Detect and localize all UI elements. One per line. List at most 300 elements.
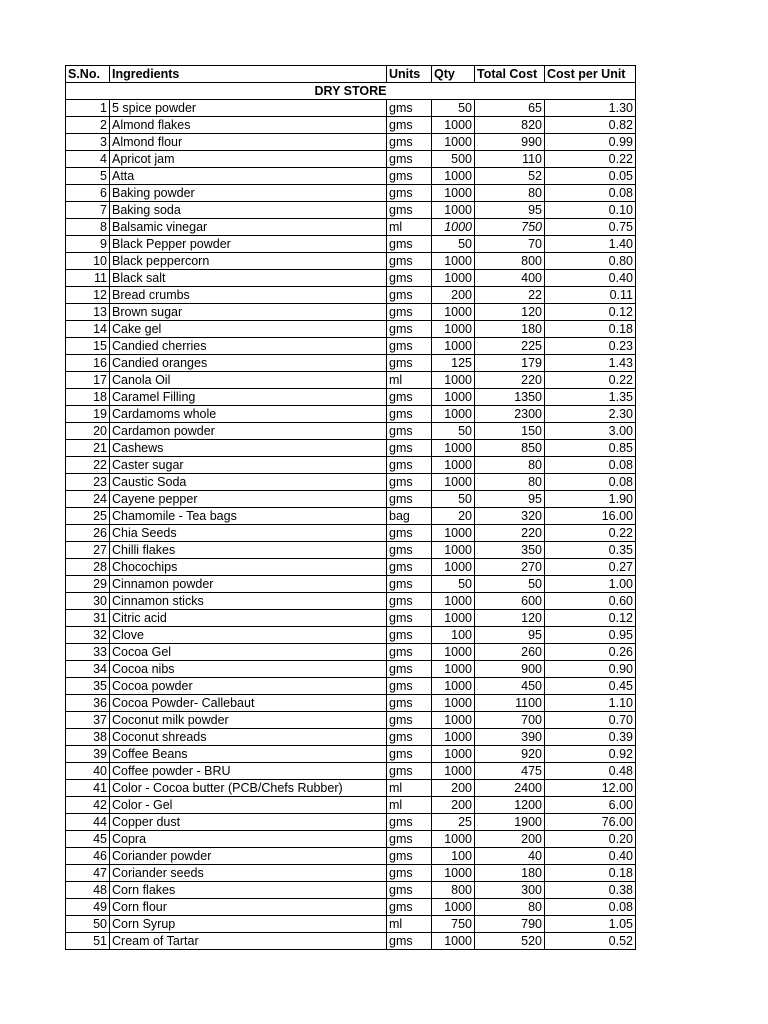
cell-total-cost: 180 xyxy=(475,321,545,338)
cell-sno: 13 xyxy=(66,304,110,321)
cell-total-cost: 2300 xyxy=(475,406,545,423)
cell-total-cost: 220 xyxy=(475,372,545,389)
cell-ingredient: Black salt xyxy=(110,270,387,287)
cell-sno: 32 xyxy=(66,627,110,644)
cell-units: gms xyxy=(387,814,432,831)
table-row xyxy=(66,117,636,134)
cell-ingredient: Apricot jam xyxy=(110,151,387,168)
col-header-ingredients: Ingredients xyxy=(110,66,387,83)
table-row xyxy=(66,678,636,695)
table-row xyxy=(66,899,636,916)
cell-sno: 28 xyxy=(66,559,110,576)
cell-total-cost: 850 xyxy=(475,440,545,457)
cell-ingredient: Cardamoms whole xyxy=(110,406,387,423)
cell-units: gms xyxy=(387,304,432,321)
cell-sno: 27 xyxy=(66,542,110,559)
cell-qty: 800 xyxy=(432,882,475,899)
cell-cost-per-unit: 0.45 xyxy=(545,678,636,695)
cell-qty: 1000 xyxy=(432,253,475,270)
table-row xyxy=(66,695,636,712)
cell-qty: 100 xyxy=(432,848,475,865)
table-row xyxy=(66,542,636,559)
cell-cost-per-unit: 0.20 xyxy=(545,831,636,848)
cell-sno: 9 xyxy=(66,236,110,253)
table-row xyxy=(66,321,636,338)
table-row xyxy=(66,525,636,542)
cell-qty: 1000 xyxy=(432,202,475,219)
table-row xyxy=(66,270,636,287)
cell-units: gms xyxy=(387,151,432,168)
cell-ingredient: Brown sugar xyxy=(110,304,387,321)
cell-total-cost: 1350 xyxy=(475,389,545,406)
cell-units: gms xyxy=(387,100,432,117)
table-row xyxy=(66,797,636,814)
cell-ingredient: Chocochips xyxy=(110,559,387,576)
table-row xyxy=(66,338,636,355)
cell-qty: 200 xyxy=(432,287,475,304)
table-row xyxy=(66,202,636,219)
cell-units: gms xyxy=(387,542,432,559)
cell-total-cost: 920 xyxy=(475,746,545,763)
cell-ingredient: Corn flakes xyxy=(110,882,387,899)
cell-qty: 1000 xyxy=(432,593,475,610)
cell-units: gms xyxy=(387,168,432,185)
cell-units: ml xyxy=(387,797,432,814)
table-row xyxy=(66,644,636,661)
cell-cost-per-unit: 0.08 xyxy=(545,474,636,491)
table-row xyxy=(66,882,636,899)
cell-total-cost: 475 xyxy=(475,763,545,780)
cell-sno: 25 xyxy=(66,508,110,525)
table-row xyxy=(66,219,636,236)
cell-total-cost: 180 xyxy=(475,865,545,882)
cell-ingredient: Color - Gel xyxy=(110,797,387,814)
cell-units: gms xyxy=(387,525,432,542)
cell-units: ml xyxy=(387,372,432,389)
cell-units: gms xyxy=(387,899,432,916)
cell-sno: 6 xyxy=(66,185,110,202)
table-row xyxy=(66,236,636,253)
cell-units: gms xyxy=(387,253,432,270)
cell-total-cost: 40 xyxy=(475,848,545,865)
cell-total-cost: 400 xyxy=(475,270,545,287)
cell-ingredient: Cream of Tartar xyxy=(110,933,387,950)
cell-units: gms xyxy=(387,440,432,457)
cell-cost-per-unit: 0.11 xyxy=(545,287,636,304)
cell-cost-per-unit: 1.43 xyxy=(545,355,636,372)
cell-sno: 22 xyxy=(66,457,110,474)
section-row xyxy=(66,83,636,100)
cell-cost-per-unit: 0.80 xyxy=(545,253,636,270)
cell-units: gms xyxy=(387,678,432,695)
cell-sno: 47 xyxy=(66,865,110,882)
cell-ingredient: Color - Cocoa butter (PCB/Chefs Rubber) xyxy=(110,780,387,797)
cell-ingredient: Cocoa Gel xyxy=(110,644,387,661)
cell-cost-per-unit: 76.00 xyxy=(545,814,636,831)
cell-units: gms xyxy=(387,457,432,474)
cell-qty: 50 xyxy=(432,491,475,508)
cell-qty: 1000 xyxy=(432,117,475,134)
cell-units: bag xyxy=(387,508,432,525)
table-row xyxy=(66,763,636,780)
table-row xyxy=(66,423,636,440)
table-row xyxy=(66,780,636,797)
cell-sno: 16 xyxy=(66,355,110,372)
cell-cost-per-unit: 0.08 xyxy=(545,185,636,202)
cell-total-cost: 350 xyxy=(475,542,545,559)
cell-ingredient: Canola Oil xyxy=(110,372,387,389)
cell-qty: 1000 xyxy=(432,559,475,576)
cell-cost-per-unit: 0.99 xyxy=(545,134,636,151)
cell-cost-per-unit: 2.30 xyxy=(545,406,636,423)
cell-units: gms xyxy=(387,406,432,423)
table-row xyxy=(66,729,636,746)
cell-units: gms xyxy=(387,627,432,644)
cell-qty: 1000 xyxy=(432,525,475,542)
cell-cost-per-unit: 0.39 xyxy=(545,729,636,746)
cell-units: gms xyxy=(387,831,432,848)
table-row xyxy=(66,508,636,525)
table-row xyxy=(66,406,636,423)
cell-qty: 1000 xyxy=(432,712,475,729)
cell-qty: 1000 xyxy=(432,338,475,355)
table-row xyxy=(66,440,636,457)
table-row xyxy=(66,457,636,474)
cell-total-cost: 390 xyxy=(475,729,545,746)
table-row xyxy=(66,304,636,321)
cell-total-cost: 750 xyxy=(475,219,545,236)
table-row xyxy=(66,389,636,406)
cell-cost-per-unit: 0.12 xyxy=(545,610,636,627)
cell-cost-per-unit: 0.60 xyxy=(545,593,636,610)
cell-ingredient: Candied oranges xyxy=(110,355,387,372)
cell-sno: 4 xyxy=(66,151,110,168)
cell-sno: 12 xyxy=(66,287,110,304)
cell-cost-per-unit: 6.00 xyxy=(545,797,636,814)
cell-qty: 1000 xyxy=(432,372,475,389)
cell-ingredient: Almond flour xyxy=(110,134,387,151)
cell-total-cost: 52 xyxy=(475,168,545,185)
col-header-qty: Qty xyxy=(432,66,475,83)
cell-cost-per-unit: 16.00 xyxy=(545,508,636,525)
cell-sno: 35 xyxy=(66,678,110,695)
cell-total-cost: 95 xyxy=(475,627,545,644)
cell-units: gms xyxy=(387,423,432,440)
cell-sno: 15 xyxy=(66,338,110,355)
cell-qty: 1000 xyxy=(432,661,475,678)
cell-qty: 20 xyxy=(432,508,475,525)
cell-units: gms xyxy=(387,848,432,865)
cell-sno: 1 xyxy=(66,100,110,117)
cell-sno: 3 xyxy=(66,134,110,151)
table-row xyxy=(66,627,636,644)
table-row xyxy=(66,576,636,593)
cell-ingredient: Copra xyxy=(110,831,387,848)
cell-ingredient: Bread crumbs xyxy=(110,287,387,304)
cell-cost-per-unit: 0.85 xyxy=(545,440,636,457)
cell-ingredient: Copper dust xyxy=(110,814,387,831)
cell-units: gms xyxy=(387,185,432,202)
cell-total-cost: 820 xyxy=(475,117,545,134)
cell-total-cost: 95 xyxy=(475,202,545,219)
cell-cost-per-unit: 0.92 xyxy=(545,746,636,763)
cell-ingredient: Coriander powder xyxy=(110,848,387,865)
cell-cost-per-unit: 1.00 xyxy=(545,576,636,593)
cell-ingredient: Baking soda xyxy=(110,202,387,219)
table-row xyxy=(66,848,636,865)
cell-qty: 50 xyxy=(432,100,475,117)
cell-ingredient: Black Pepper powder xyxy=(110,236,387,253)
cell-units: gms xyxy=(387,865,432,882)
table-row xyxy=(66,185,636,202)
cell-total-cost: 1100 xyxy=(475,695,545,712)
cell-total-cost: 220 xyxy=(475,525,545,542)
cell-qty: 1000 xyxy=(432,899,475,916)
cell-total-cost: 520 xyxy=(475,933,545,950)
cell-qty: 1000 xyxy=(432,746,475,763)
cell-qty: 750 xyxy=(432,916,475,933)
cell-units: gms xyxy=(387,644,432,661)
cell-ingredient: Clove xyxy=(110,627,387,644)
header-row xyxy=(66,66,636,83)
cell-qty: 1000 xyxy=(432,457,475,474)
cell-units: gms xyxy=(387,287,432,304)
cell-sno: 41 xyxy=(66,780,110,797)
table-row xyxy=(66,933,636,950)
cell-ingredient: Baking powder xyxy=(110,185,387,202)
cell-units: gms xyxy=(387,576,432,593)
cell-total-cost: 50 xyxy=(475,576,545,593)
cell-qty: 1000 xyxy=(432,678,475,695)
cell-qty: 1000 xyxy=(432,270,475,287)
cell-cost-per-unit: 0.38 xyxy=(545,882,636,899)
cell-cost-per-unit: 0.52 xyxy=(545,933,636,950)
table-row xyxy=(66,134,636,151)
cell-qty: 100 xyxy=(432,627,475,644)
cell-cost-per-unit: 0.22 xyxy=(545,151,636,168)
cell-total-cost: 1900 xyxy=(475,814,545,831)
cell-units: gms xyxy=(387,338,432,355)
ingredients-table xyxy=(65,65,636,950)
cell-total-cost: 70 xyxy=(475,236,545,253)
cell-total-cost: 225 xyxy=(475,338,545,355)
cell-units: gms xyxy=(387,134,432,151)
cell-total-cost: 65 xyxy=(475,100,545,117)
table-row xyxy=(66,100,636,117)
cell-qty: 1000 xyxy=(432,474,475,491)
cell-units: gms xyxy=(387,695,432,712)
cell-total-cost: 300 xyxy=(475,882,545,899)
cell-qty: 25 xyxy=(432,814,475,831)
cell-cost-per-unit: 0.08 xyxy=(545,457,636,474)
cell-total-cost: 900 xyxy=(475,661,545,678)
cell-units: gms xyxy=(387,610,432,627)
cell-qty: 1000 xyxy=(432,865,475,882)
cell-total-cost: 110 xyxy=(475,151,545,168)
cell-qty: 1000 xyxy=(432,831,475,848)
table-row xyxy=(66,151,636,168)
cell-cost-per-unit: 0.22 xyxy=(545,372,636,389)
cell-sno: 34 xyxy=(66,661,110,678)
cell-sno: 36 xyxy=(66,695,110,712)
cell-sno: 10 xyxy=(66,253,110,270)
col-header-total-cost: Total Cost xyxy=(475,66,545,83)
cell-qty: 1000 xyxy=(432,304,475,321)
cell-total-cost: 320 xyxy=(475,508,545,525)
col-header-sno: S.No. xyxy=(66,66,110,83)
cell-qty: 1000 xyxy=(432,610,475,627)
cell-qty: 500 xyxy=(432,151,475,168)
cell-total-cost: 450 xyxy=(475,678,545,695)
cell-sno: 18 xyxy=(66,389,110,406)
cell-total-cost: 120 xyxy=(475,610,545,627)
cell-sno: 23 xyxy=(66,474,110,491)
cell-cost-per-unit: 1.30 xyxy=(545,100,636,117)
cell-qty: 50 xyxy=(432,576,475,593)
cell-total-cost: 150 xyxy=(475,423,545,440)
cell-total-cost: 990 xyxy=(475,134,545,151)
cell-sno: 11 xyxy=(66,270,110,287)
cell-units: gms xyxy=(387,491,432,508)
cell-total-cost: 1200 xyxy=(475,797,545,814)
cell-cost-per-unit: 0.18 xyxy=(545,865,636,882)
cell-sno: 7 xyxy=(66,202,110,219)
cell-cost-per-unit: 0.05 xyxy=(545,168,636,185)
cell-qty: 1000 xyxy=(432,185,475,202)
cell-units: gms xyxy=(387,763,432,780)
cell-ingredient: Caster sugar xyxy=(110,457,387,474)
table-row xyxy=(66,491,636,508)
table-row xyxy=(66,355,636,372)
cell-cost-per-unit: 1.05 xyxy=(545,916,636,933)
cell-units: gms xyxy=(387,474,432,491)
cell-sno: 24 xyxy=(66,491,110,508)
cell-sno: 14 xyxy=(66,321,110,338)
cell-total-cost: 179 xyxy=(475,355,545,372)
cell-sno: 51 xyxy=(66,933,110,950)
cell-cost-per-unit: 0.82 xyxy=(545,117,636,134)
cell-total-cost: 200 xyxy=(475,831,545,848)
cell-qty: 50 xyxy=(432,236,475,253)
cell-sno: 20 xyxy=(66,423,110,440)
cell-total-cost: 600 xyxy=(475,593,545,610)
cell-qty: 1000 xyxy=(432,763,475,780)
cell-ingredient: Cocoa Powder- Callebaut xyxy=(110,695,387,712)
cell-qty: 1000 xyxy=(432,219,475,236)
cell-ingredient: Chamomile - Tea bags xyxy=(110,508,387,525)
section-title: DRY STORE xyxy=(66,83,636,100)
cell-total-cost: 2400 xyxy=(475,780,545,797)
cell-cost-per-unit: 0.10 xyxy=(545,202,636,219)
cell-qty: 1000 xyxy=(432,695,475,712)
cell-qty: 1000 xyxy=(432,389,475,406)
cell-total-cost: 22 xyxy=(475,287,545,304)
cell-ingredient: Cayene pepper xyxy=(110,491,387,508)
cell-ingredient: Chilli flakes xyxy=(110,542,387,559)
cell-ingredient: Coffee Beans xyxy=(110,746,387,763)
cell-total-cost: 80 xyxy=(475,899,545,916)
cell-sno: 42 xyxy=(66,797,110,814)
cell-units: gms xyxy=(387,661,432,678)
cell-sno: 48 xyxy=(66,882,110,899)
cell-total-cost: 270 xyxy=(475,559,545,576)
cell-ingredient: Atta xyxy=(110,168,387,185)
cell-ingredient: Cake gel xyxy=(110,321,387,338)
cell-total-cost: 120 xyxy=(475,304,545,321)
cell-qty: 1000 xyxy=(432,644,475,661)
cell-sno: 33 xyxy=(66,644,110,661)
cell-qty: 1000 xyxy=(432,933,475,950)
cell-sno: 2 xyxy=(66,117,110,134)
cell-units: gms xyxy=(387,746,432,763)
cell-sno: 45 xyxy=(66,831,110,848)
cell-cost-per-unit: 1.40 xyxy=(545,236,636,253)
cell-total-cost: 790 xyxy=(475,916,545,933)
cell-ingredient: 5 spice powder xyxy=(110,100,387,117)
table-row xyxy=(66,746,636,763)
cell-cost-per-unit: 0.08 xyxy=(545,899,636,916)
cell-units: gms xyxy=(387,117,432,134)
table-row xyxy=(66,168,636,185)
cell-ingredient: Cashews xyxy=(110,440,387,457)
cell-units: gms xyxy=(387,270,432,287)
cell-cost-per-unit: 0.35 xyxy=(545,542,636,559)
cell-ingredient: Coriander seeds xyxy=(110,865,387,882)
cell-sno: 29 xyxy=(66,576,110,593)
cell-cost-per-unit: 0.70 xyxy=(545,712,636,729)
cell-cost-per-unit: 0.26 xyxy=(545,644,636,661)
cell-sno: 19 xyxy=(66,406,110,423)
cell-ingredient: Citric acid xyxy=(110,610,387,627)
cell-units: gms xyxy=(387,389,432,406)
cell-units: gms xyxy=(387,712,432,729)
cell-total-cost: 95 xyxy=(475,491,545,508)
cell-cost-per-unit: 0.18 xyxy=(545,321,636,338)
cell-sno: 50 xyxy=(66,916,110,933)
cell-cost-per-unit: 0.40 xyxy=(545,848,636,865)
cell-sno: 26 xyxy=(66,525,110,542)
cell-total-cost: 80 xyxy=(475,185,545,202)
table-row xyxy=(66,661,636,678)
cell-units: ml xyxy=(387,219,432,236)
cell-ingredient: Candied cherries xyxy=(110,338,387,355)
cell-ingredient: Caustic Soda xyxy=(110,474,387,491)
cell-qty: 1000 xyxy=(432,134,475,151)
cell-units: ml xyxy=(387,916,432,933)
cell-ingredient: Almond flakes xyxy=(110,117,387,134)
cell-cost-per-unit: 0.40 xyxy=(545,270,636,287)
cell-qty: 125 xyxy=(432,355,475,372)
cell-ingredient: Cinnamon sticks xyxy=(110,593,387,610)
cell-sno: 40 xyxy=(66,763,110,780)
table-row xyxy=(66,916,636,933)
cell-ingredient: Balsamic vinegar xyxy=(110,219,387,236)
cell-sno: 49 xyxy=(66,899,110,916)
cell-units: gms xyxy=(387,882,432,899)
cell-qty: 1000 xyxy=(432,168,475,185)
cell-qty: 50 xyxy=(432,423,475,440)
table-row xyxy=(66,559,636,576)
cell-sno: 37 xyxy=(66,712,110,729)
cell-qty: 1000 xyxy=(432,440,475,457)
table-row xyxy=(66,253,636,270)
table-row xyxy=(66,865,636,882)
cell-cost-per-unit: 0.27 xyxy=(545,559,636,576)
cell-cost-per-unit: 0.75 xyxy=(545,219,636,236)
cell-qty: 200 xyxy=(432,797,475,814)
cell-total-cost: 700 xyxy=(475,712,545,729)
cell-ingredient: Chia Seeds xyxy=(110,525,387,542)
